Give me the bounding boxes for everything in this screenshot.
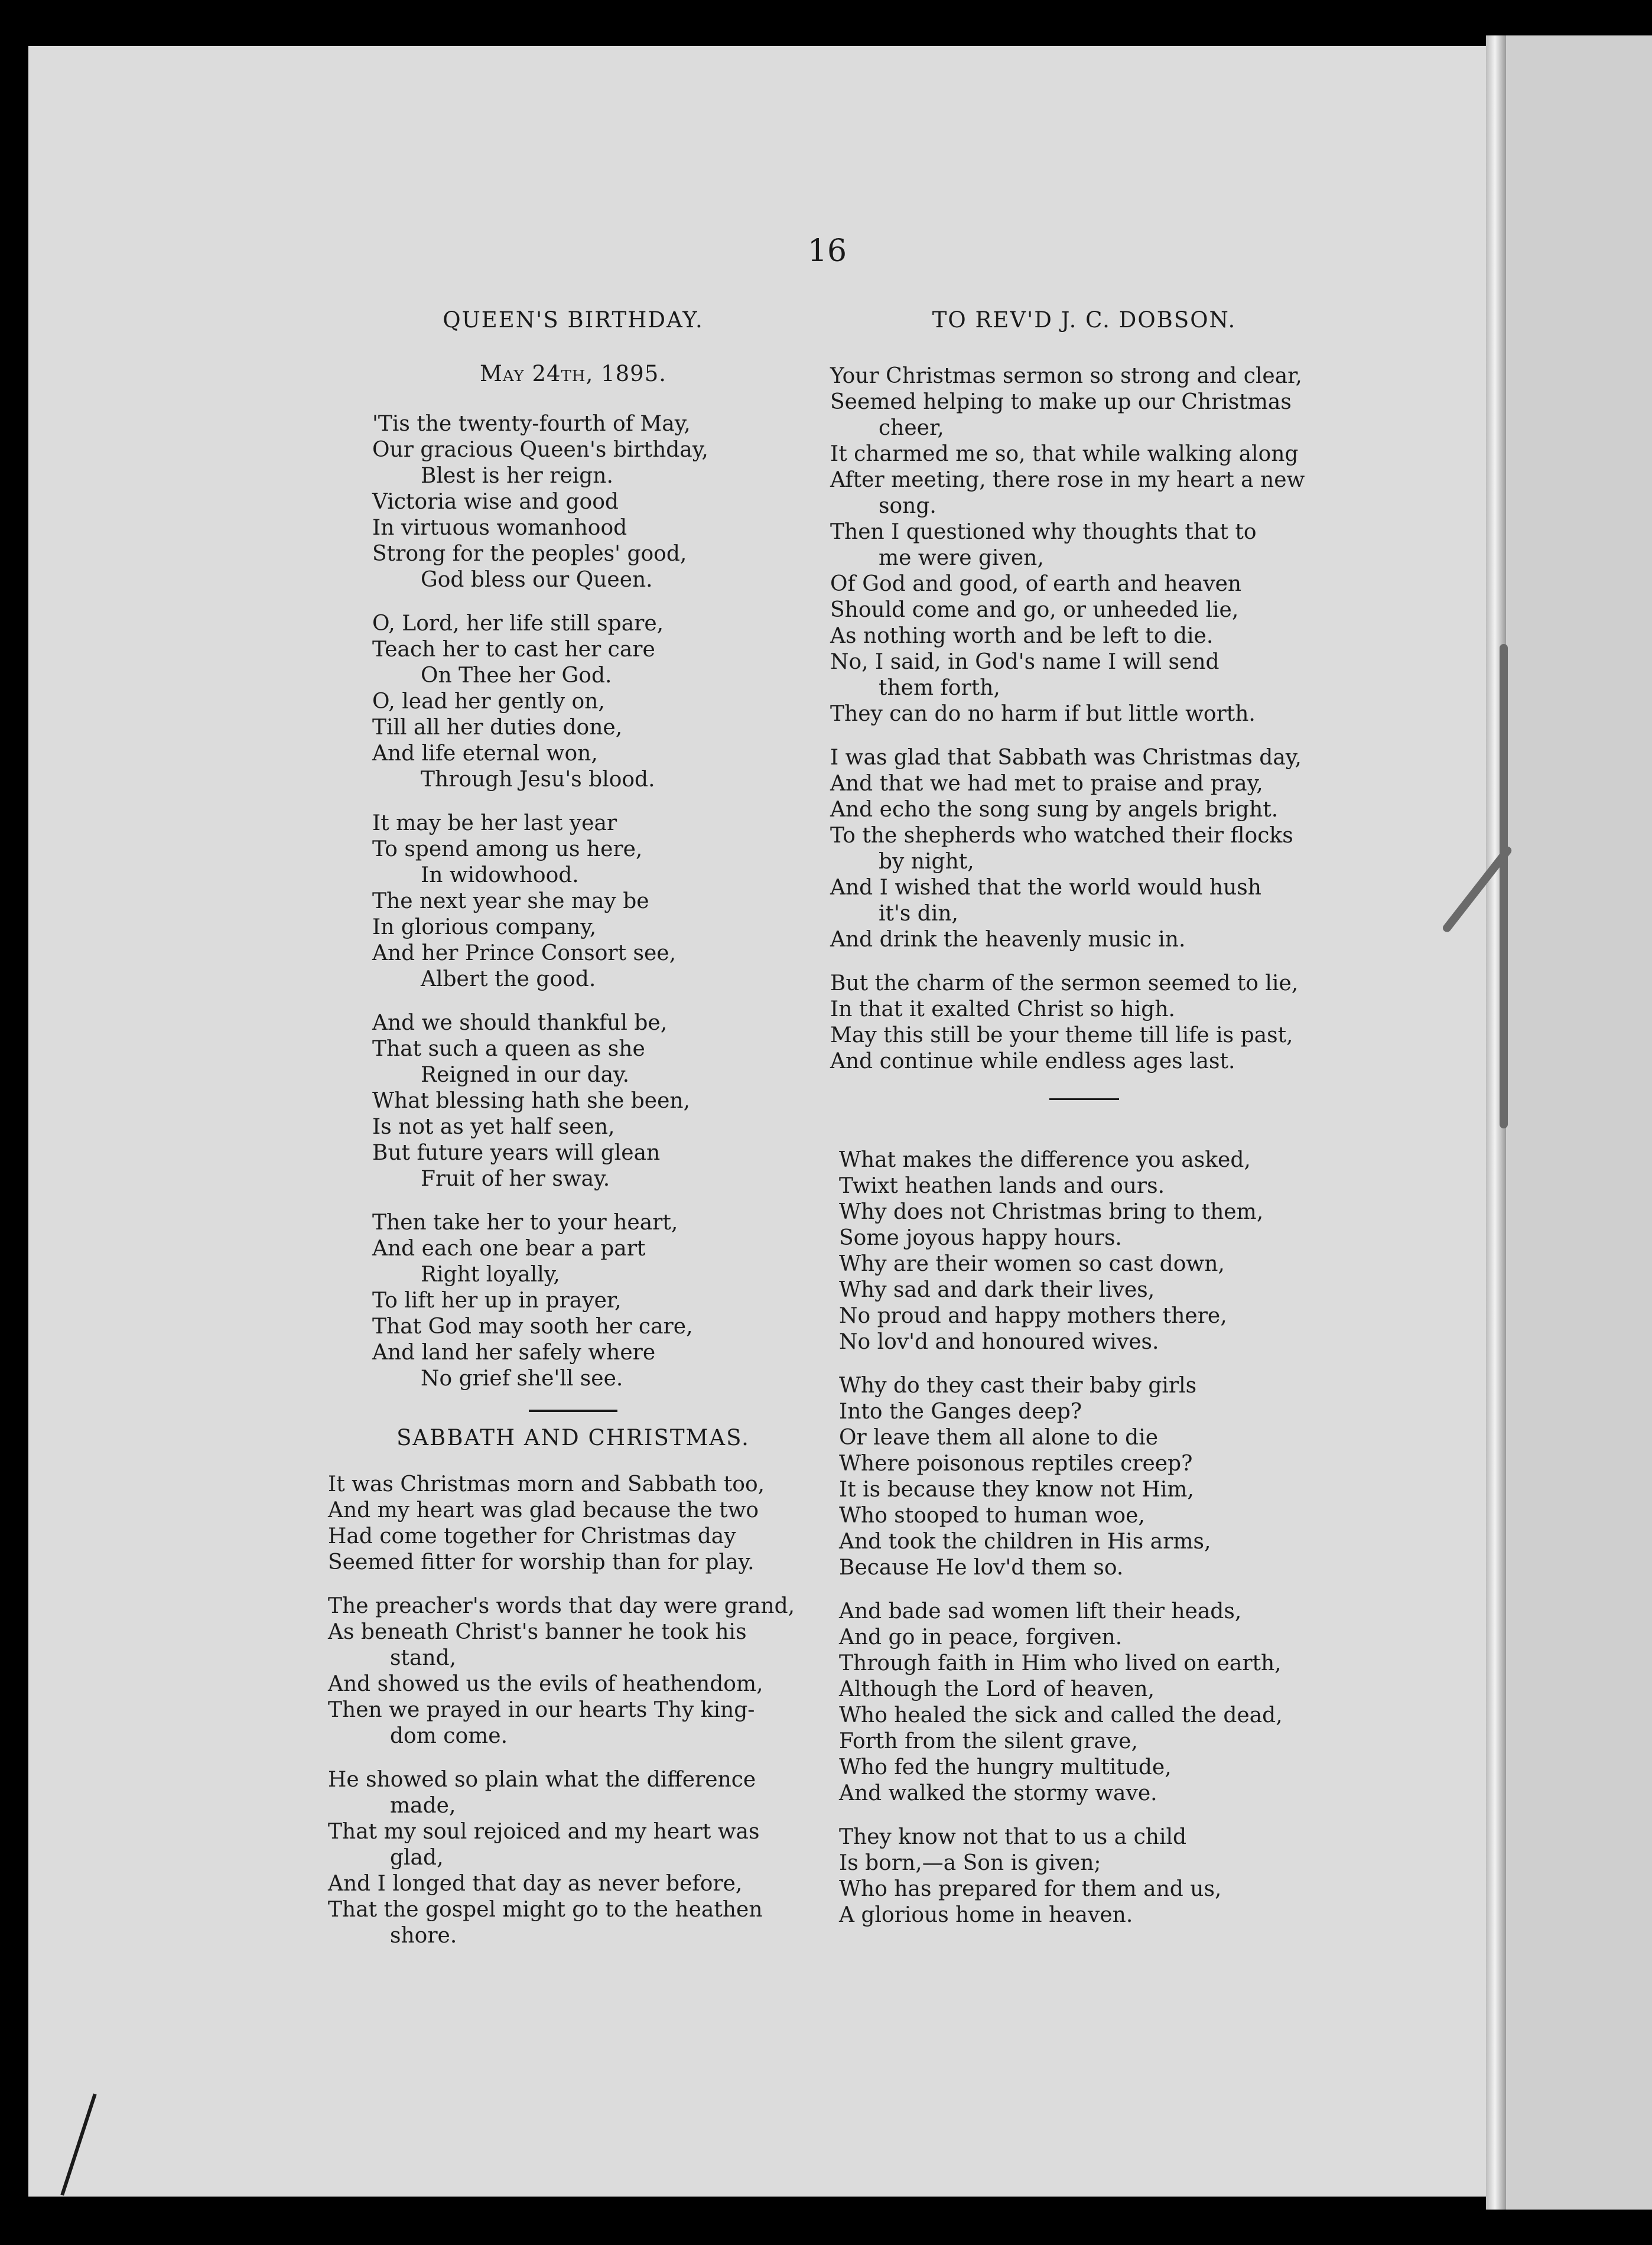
poem-line: Your Christmas sermon so strong and clear, <box>830 364 1302 388</box>
poem-line: On Thee her God. <box>421 663 612 688</box>
poem-line: Why do they cast their baby girls <box>839 1374 1197 1398</box>
poem-line: Right loyally, <box>421 1263 560 1287</box>
poem-line: That my soul rejoiced and my heart was <box>328 1820 760 1844</box>
poem-line: They know not that to us a child <box>839 1825 1187 1849</box>
poem-line: Had come together for Christmas day <box>328 1524 736 1548</box>
poem-line: Blest is her reign. <box>421 464 613 488</box>
poem-line: Of God and good, of earth and heaven <box>830 572 1242 596</box>
poem-line: Who stooped to human woe, <box>839 1504 1145 1528</box>
poem-line: Strong for the peoples' good, <box>372 542 687 566</box>
poem-line: And land her safely where <box>372 1341 656 1365</box>
poem-line: Our gracious Queen's birthday, <box>372 438 708 462</box>
stanza <box>372 611 827 793</box>
stanza <box>830 745 1338 953</box>
stanza <box>830 971 1338 1075</box>
poem-what-makes-the-difference <box>839 1147 1338 1928</box>
stanza <box>830 363 1338 727</box>
poem-line: May this still be your theme till life is past, <box>830 1023 1293 1047</box>
stanza <box>328 1767 827 1949</box>
poem-line: And continue while endless ages last. <box>830 1049 1235 1073</box>
poem-line: Fruit of her sway. <box>421 1167 610 1191</box>
poem-line: And drink the heavenly music in. <box>830 928 1186 952</box>
poem-line: No lov'd and honoured wives. <box>839 1330 1159 1354</box>
poem-line: Where poisonous reptiles creep? <box>839 1452 1193 1476</box>
poem-line: glad, <box>390 1846 444 1870</box>
poem-line: The next year she may be <box>372 889 649 913</box>
poem-line: Some joyous happy hours. <box>839 1226 1122 1250</box>
poem-line: Who healed the sick and called the dead, <box>839 1703 1283 1727</box>
poem-line: It charmed me so, that while walking along <box>830 442 1299 466</box>
poem-title-queens-birthday: QUEEN'S BIRTHDAY. <box>443 307 704 333</box>
poem-line: Albert the good. <box>421 967 596 991</box>
poem-line: The preacher's words that day were grand, <box>328 1594 795 1618</box>
poem-queens-birthday <box>372 411 827 1392</box>
poem-line: Is born,—a Son is given; <box>839 1851 1101 1875</box>
poem-line: stand, <box>390 1646 457 1670</box>
poem-line: That such a queen as she <box>372 1037 645 1061</box>
poem-line: In virtuous womanhood <box>372 516 627 540</box>
divider <box>529 1410 617 1412</box>
poem-line: They can do no harm if but little worth. <box>830 702 1256 726</box>
stanza <box>839 1824 1338 1928</box>
poem-line: After meeting, there rose in my heart a new <box>830 468 1305 492</box>
poem-line: And my heart was glad because the two <box>328 1498 759 1522</box>
poem-line: And echo the song sung by angels bright. <box>830 798 1279 822</box>
poem-line: And I longed that day as never before, <box>328 1872 743 1896</box>
poem-line: And we should thankful be, <box>372 1011 668 1035</box>
page-number: 16 <box>807 233 847 269</box>
poem-line: Although the Lord of heaven, <box>839 1677 1155 1701</box>
poem-line: What makes the difference you asked, <box>839 1148 1251 1172</box>
poem-line: Twixt heathen lands and ours. <box>839 1174 1165 1198</box>
poem-line: Why sad and dark their lives, <box>839 1278 1155 1302</box>
stanza <box>839 1599 1338 1807</box>
poem-line: I was glad that Sabbath was Christmas day, <box>830 746 1302 770</box>
poem-line: A glorious home in heaven. <box>839 1903 1133 1927</box>
poem-line: To lift her up in prayer, <box>372 1289 622 1313</box>
poem-line: But future years will glean <box>372 1141 661 1165</box>
poem-line: As nothing worth and be left to die. <box>830 624 1214 648</box>
poem-date: May 24th, 1895. <box>479 361 667 386</box>
poem-line: Seemed fitter for worship than for play. <box>328 1550 755 1574</box>
poem-line: And walked the stormy wave. <box>839 1781 1157 1805</box>
poem-line: As beneath Christ's banner he took his <box>328 1620 747 1644</box>
poem-line: Is not as yet half seen, <box>372 1115 615 1139</box>
poem-line: Seemed helping to make up our Christmas <box>830 390 1292 414</box>
poem-line: them forth, <box>879 676 1000 700</box>
poem-line: Why does not Christmas bring to them, <box>839 1200 1264 1224</box>
stanza <box>839 1147 1338 1355</box>
poem-line: He showed so plain what the difference <box>328 1768 756 1792</box>
poem-line: What blessing hath she been, <box>372 1089 690 1113</box>
poem-line: Teach her to cast her care <box>372 637 655 662</box>
stanza <box>328 1593 827 1749</box>
poem-line: God bless our Queen. <box>421 568 653 592</box>
poem-line: It is because they know not Him, <box>839 1478 1194 1502</box>
stanza <box>328 1472 827 1576</box>
poem-line: It was Christmas morn and Sabbath too, <box>328 1472 765 1496</box>
poem-line: Through faith in Him who lived on earth, <box>839 1651 1282 1675</box>
poem-title-to-revd-dobson: TO REV'D J. C. DOBSON. <box>932 307 1237 333</box>
poem-line: To spend among us here, <box>372 837 643 861</box>
poem-line: That the gospel might go to the heathen <box>328 1898 763 1922</box>
poem-line: And took the children in His arms, <box>839 1530 1211 1554</box>
poem-line: made, <box>390 1794 456 1818</box>
poem-line: Then take her to your heart, <box>372 1211 678 1235</box>
poem-line: Till all her duties done, <box>372 715 623 740</box>
divider <box>1049 1098 1119 1100</box>
poem-line: Or leave them all alone to die <box>839 1426 1159 1450</box>
poem-line: Victoria wise and good <box>372 490 619 514</box>
poem-line: Who has prepared for them and us, <box>839 1877 1222 1901</box>
poem-line: Reigned in our day. <box>421 1063 630 1087</box>
poem-line: Into the Ganges deep? <box>839 1400 1082 1424</box>
poem-line: That God may sooth her care, <box>372 1315 693 1339</box>
poem-line: O, Lord, her life still spare, <box>372 611 664 636</box>
poem-line: To the shepherds who watched their flocks <box>830 824 1293 848</box>
poem-line: me were given, <box>879 546 1044 570</box>
poem-to-revd-dobson <box>830 363 1338 1075</box>
poem-line: And showed us the evils of heathendom, <box>328 1672 763 1696</box>
poem-line: Then I questioned why thoughts that to <box>830 520 1257 544</box>
poem-line: And bade sad women lift their heads, <box>839 1599 1242 1623</box>
binding-thread <box>1500 644 1508 1128</box>
stanza <box>372 411 827 593</box>
poem-line: And each one bear a part <box>372 1237 646 1261</box>
poem-line: And go in peace, forgiven. <box>839 1625 1123 1649</box>
stanza <box>839 1373 1338 1581</box>
poem-line: No proud and happy mothers there, <box>839 1304 1227 1328</box>
poem-title-sabbath-and-christmas: SABBATH AND CHRISTMAS. <box>396 1425 750 1450</box>
poem-line: No, I said, in God's name I will send <box>830 650 1220 674</box>
poem-line: 'Tis the twenty-fourth of May, <box>372 412 691 436</box>
poem-line: In widowhood. <box>421 863 579 887</box>
poem-line: dom come. <box>390 1724 508 1748</box>
poem-line: In that it exalted Christ so high. <box>830 997 1175 1021</box>
poem-line: No grief she'll see. <box>421 1366 623 1391</box>
poem-line: It may be her last year <box>372 811 617 835</box>
poem-line: And life eternal won, <box>372 741 598 766</box>
poem-line: cheer, <box>879 416 944 440</box>
poem-line: And I wished that the world would hush <box>830 876 1261 900</box>
poem-line: Because He lov'd them so. <box>839 1556 1124 1580</box>
poem-line: In glorious company, <box>372 915 597 939</box>
left-column <box>319 307 827 1967</box>
poem-line: Through Jesu's blood. <box>421 767 655 792</box>
poem-line: shore. <box>390 1924 457 1948</box>
poem-sabbath-and-christmas <box>328 1472 827 1949</box>
poem-line: Who fed the hungry multitude, <box>839 1755 1172 1779</box>
poem-line: it's din, <box>879 902 958 926</box>
next-page-edge <box>1495 35 1652 2210</box>
poem-line: Should come and go, or unheeded lie, <box>830 598 1239 622</box>
stanza <box>372 1010 827 1192</box>
poem-line: Then we prayed in our hearts Thy king- <box>328 1698 755 1722</box>
right-column <box>830 307 1338 1946</box>
poem-line: Forth from the silent grave, <box>839 1729 1138 1753</box>
stanza <box>372 811 827 993</box>
poem-line: by night, <box>879 850 974 874</box>
poem-line: And that we had met to praise and pray, <box>830 772 1263 796</box>
poem-line: But the charm of the sermon seemed to lie, <box>830 971 1299 995</box>
poem-line: And her Prince Consort see, <box>372 941 677 965</box>
poem-line: song. <box>879 494 936 518</box>
poem-line: Why are their women so cast down, <box>839 1252 1225 1276</box>
stanza <box>372 1210 827 1392</box>
poem-line: O, lead her gently on, <box>372 689 605 714</box>
